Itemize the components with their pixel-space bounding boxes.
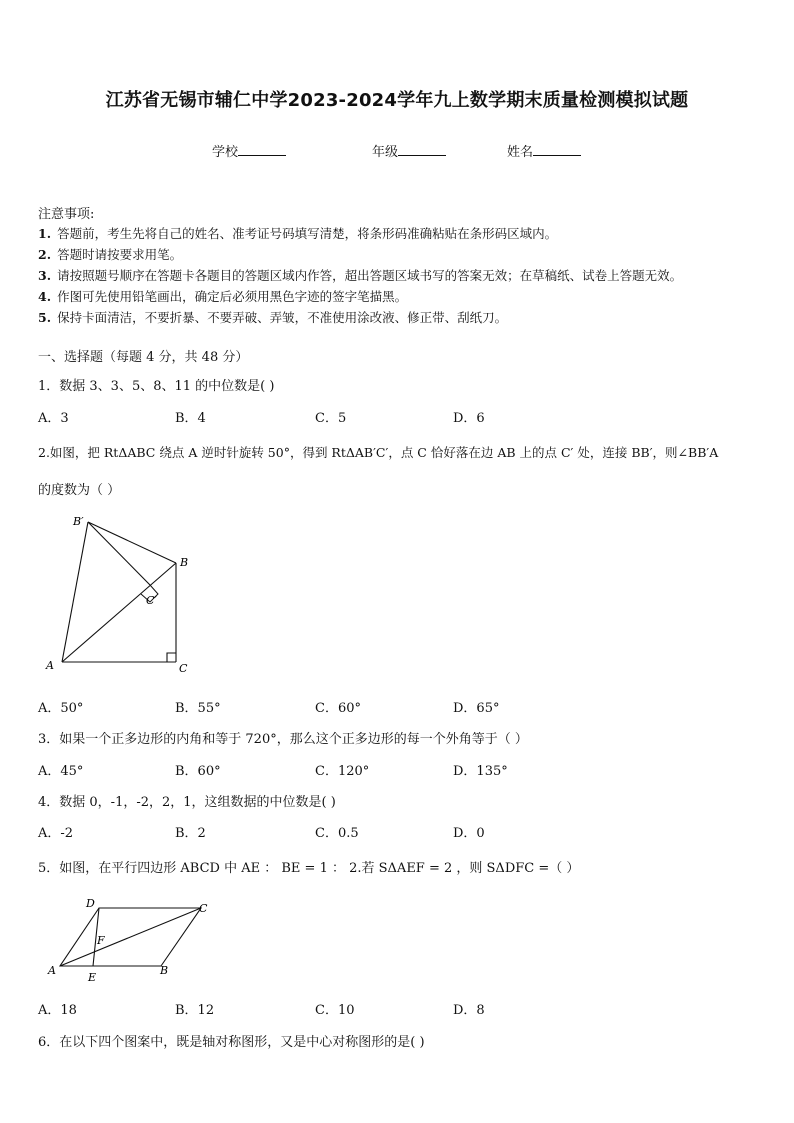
q4-option-b: B．2: [175, 826, 206, 841]
section-heading: 一、选择题（每题 4 分，共 48 分）: [38, 350, 249, 365]
q2-figure: [40, 510, 210, 680]
note-item: [38, 308, 507, 326]
q5-option-a: A．18: [38, 1003, 77, 1018]
note-number: 4.: [38, 289, 52, 304]
school-field: [212, 141, 286, 160]
page-title: 江苏省无锡市辅仁中学2023-2024学年九上数学期末质量检测模拟试题: [105, 90, 689, 111]
label-d: D: [86, 897, 95, 910]
label-a: A: [46, 659, 54, 672]
note-item: [38, 287, 407, 305]
segment-b1c1: [88, 522, 150, 585]
question-6-text: 6．在以下四个图案中，既是轴对称图形，又是中心对称图形的是( ): [38, 1035, 425, 1050]
label-b-prime: B′: [73, 515, 84, 528]
label-f: F: [97, 934, 105, 947]
note-item: [38, 224, 557, 242]
name-label: 姓名: [507, 145, 534, 160]
note-item: [38, 245, 182, 263]
q4-option-c: C．0.5: [315, 826, 359, 841]
q1-option-a: A．3: [38, 411, 69, 426]
diagonal-ac: [60, 908, 201, 966]
name-blank: [533, 144, 581, 156]
name-field: [507, 141, 581, 160]
question-1-text: 1．数据 3、3、5、8、11 的中位数是( ): [38, 379, 275, 394]
question-3-text: 3．如果一个正多边形的内角和等于 720°，那么这个正多边形的每一个外角等于（ ）: [38, 732, 528, 747]
note-number: 5.: [38, 310, 52, 325]
question-5-text: 5．如图，在平行四边形 ABCD 中 AE ： BE = 1 ： 2.若 SΔAEF = 2 ，则 SΔDFC =（ ）: [38, 861, 580, 876]
q3-option-b: B．60°: [175, 764, 221, 779]
note-number: 1.: [38, 226, 52, 241]
q4-option-d: D．0: [453, 826, 485, 841]
q5-figure: [40, 893, 230, 988]
note-text: 请按照题号顺序在答题卡各题目的答题区域内作答，超出答题区域书写的答案无效；在草稿纸、试卷上答题无效。: [57, 268, 683, 283]
label-e: E: [88, 971, 97, 984]
q2-option-b: B．55°: [175, 701, 221, 716]
question-4-text: 4．数据 0，-1，-2，2，1，这组数据的中位数是( ): [38, 795, 336, 810]
label-c-prime: C′: [146, 594, 157, 607]
q3-option-d: D．135°: [453, 764, 508, 779]
segment-b1b: [88, 522, 176, 563]
right-angle-c: [167, 653, 176, 662]
note-item: [38, 266, 682, 284]
notes-heading: 注意事项:: [38, 207, 95, 222]
note-text: 答题前，考生先将自己的姓名、准考证号码填写清楚，将条形码准确粘贴在条形码区域内。: [57, 226, 558, 241]
q1-option-d: D．6: [453, 411, 485, 426]
q3-option-c: C．120°: [315, 764, 370, 779]
note-text: 答题时请按要求用笔。: [57, 247, 183, 262]
question-2-text-cont: 的度数为（ ）: [38, 483, 121, 498]
q1-option-b: B．4: [175, 411, 206, 426]
label-b: B: [160, 964, 169, 977]
q5-option-b: B．12: [175, 1003, 215, 1018]
note-number: 3.: [38, 268, 52, 283]
q4-option-a: A．-2: [38, 826, 74, 841]
segment-ab1: [62, 522, 88, 662]
label-b: B: [180, 556, 189, 569]
note-text: 保持卡面清洁，不要折暴、不要弄破、弄皱，不准使用涂改液、修正带、刮纸刀。: [57, 310, 508, 325]
grade-blank: [398, 144, 446, 156]
school-blank: [238, 144, 286, 156]
grade-field: [372, 141, 446, 160]
label-c: C: [199, 902, 208, 915]
note-text: 作图可先使用铅笔画出，确定后必须用黑色字迹的签字笔描黑。: [57, 289, 408, 304]
school-label: 学校: [212, 145, 239, 160]
label-c: C: [179, 662, 188, 675]
question-2-text: 2.如图，把 RtΔABC 绕点 A 逆时针旋转 50°，得到 RtΔAB′C′，点 C 恰好落在边 AB 上的点 C′ 处，连接 BB′，则∠BB′A: [38, 445, 719, 460]
q3-option-a: A．45°: [38, 764, 84, 779]
segment-ab: [62, 563, 176, 662]
label-a: A: [48, 964, 56, 977]
q5-option-c: C．10: [315, 1003, 355, 1018]
grade-label: 年级: [372, 145, 399, 160]
q2-option-d: D．65°: [453, 701, 500, 716]
note-number: 2.: [38, 247, 52, 262]
q5-option-d: D．8: [453, 1003, 485, 1018]
q1-option-c: C．5: [315, 411, 347, 426]
q2-option-c: C．60°: [315, 701, 361, 716]
q2-option-a: A．50°: [38, 701, 84, 716]
